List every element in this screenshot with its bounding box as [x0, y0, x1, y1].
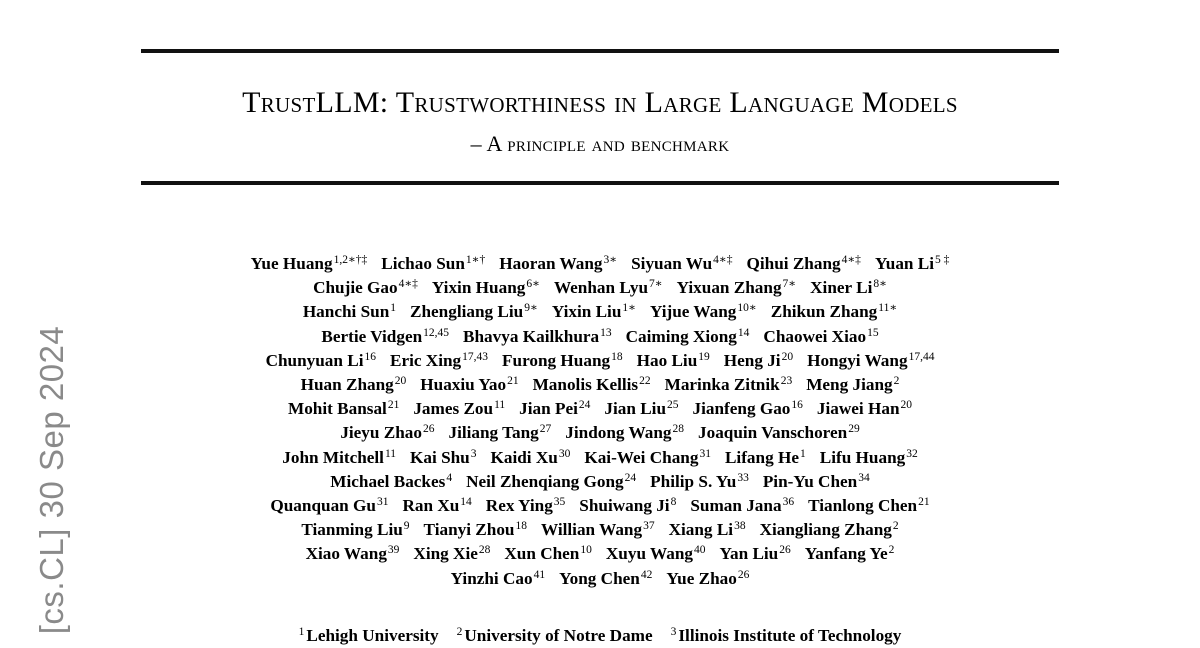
author	[282, 448, 396, 467]
author	[306, 544, 400, 563]
author-name: Chaowei Xiao	[763, 326, 867, 346]
author-name: Yan Liu	[719, 544, 779, 564]
author-affiliation-marks: 40	[693, 544, 706, 557]
author	[604, 399, 678, 418]
author	[698, 423, 860, 442]
author-name: John Mitchell	[282, 447, 384, 467]
author-affiliation-marks: 1∗	[622, 302, 636, 315]
author-name: Yong Chen	[559, 568, 640, 588]
affiliation-number: 1	[298, 626, 305, 638]
author	[724, 351, 793, 370]
author-affiliation-marks: 10	[580, 544, 592, 557]
author-name: Suman Jana	[690, 496, 782, 516]
author	[313, 278, 418, 297]
author-name: Willian Wang	[540, 520, 643, 540]
author	[808, 496, 930, 515]
author	[420, 375, 518, 394]
author-affiliation-marks: 4	[446, 471, 453, 484]
author-name: Lifang He	[724, 447, 799, 467]
author-affiliation-marks: 14	[737, 326, 750, 339]
author	[432, 278, 540, 297]
author-affiliation-marks: 26	[779, 544, 791, 557]
author	[559, 569, 652, 588]
author-name: Jianfeng Gao	[692, 399, 791, 419]
author-affiliation-marks: 21	[387, 399, 400, 412]
bottom-rule	[141, 181, 1059, 185]
author-name: Yuan Li	[874, 254, 935, 273]
author-name: Chujie Gao	[313, 278, 398, 298]
author-name: Jian Liu	[604, 399, 667, 419]
author-affiliation-marks: 32	[906, 447, 918, 460]
author-line	[141, 325, 1059, 349]
author-name: Bertie Vidgen	[321, 326, 423, 346]
author	[817, 399, 912, 418]
author	[541, 520, 655, 539]
author	[807, 351, 934, 370]
author-name: Philip S. Yu	[650, 471, 737, 491]
author-name: Yijue Wang	[649, 302, 737, 322]
author	[763, 327, 878, 346]
author	[626, 327, 750, 346]
author-name: Tianyi Zhou	[423, 520, 515, 540]
author-affiliation-marks: 20	[394, 375, 407, 388]
author-affiliation-marks: 1∗†	[465, 254, 486, 266]
author	[502, 351, 623, 370]
author-name: Zhikun Zhang	[770, 302, 878, 322]
author	[725, 448, 806, 467]
author-name: Jian Pei	[519, 399, 578, 419]
author	[650, 302, 757, 321]
author-affiliation-marks: 12,45	[423, 326, 450, 339]
author-line	[141, 349, 1059, 373]
author	[631, 254, 732, 273]
author-name: Wenhan Lyu	[553, 278, 649, 298]
author	[533, 375, 651, 394]
author-name: Jindong Wang	[565, 423, 672, 443]
author	[504, 544, 592, 563]
author-affiliation-marks: 8	[670, 496, 677, 509]
author-affiliation-marks: 37	[643, 520, 655, 533]
author	[665, 375, 793, 394]
author-name: Xing Xie	[413, 544, 478, 564]
top-rule	[141, 49, 1059, 53]
author-affiliation-marks: 21	[507, 375, 519, 388]
author-line	[141, 446, 1059, 470]
author-affiliation-marks: 26	[737, 568, 750, 581]
author-name: Siyuan Wu	[631, 254, 713, 273]
author-name: Xiangliang Zhang	[759, 520, 892, 540]
author-affiliation-marks: 19	[698, 350, 710, 363]
author	[552, 302, 636, 321]
author	[410, 302, 538, 321]
author-name: Ran Xu	[402, 496, 460, 516]
author-name: Xuyu Wang	[605, 544, 693, 564]
author-affiliation-marks: 16	[791, 399, 803, 412]
author-name: Eric Xing	[390, 350, 462, 370]
author-name: Hongyi Wang	[807, 350, 908, 370]
author	[301, 520, 409, 539]
author	[666, 569, 749, 588]
author-affiliation-marks: 18	[515, 520, 527, 533]
author-name: Shuiwang Ji	[579, 496, 670, 516]
author	[381, 254, 485, 273]
author-name: Zhengliang Liu	[410, 302, 524, 322]
author	[565, 423, 684, 442]
affiliation-name: Lehigh University	[306, 626, 439, 645]
author	[747, 254, 861, 273]
author-name: Xun Chen	[504, 544, 580, 564]
author	[413, 544, 490, 563]
author-line	[141, 518, 1059, 542]
author	[321, 327, 449, 346]
author-name: James Zou	[413, 399, 494, 419]
author-affiliation-marks: 9	[403, 520, 410, 533]
author	[650, 472, 749, 491]
author	[330, 472, 452, 491]
author	[424, 520, 527, 539]
author-affiliation-marks: 36	[782, 496, 795, 509]
author	[579, 496, 676, 515]
author-affiliation-marks: 5 ‡	[935, 254, 950, 266]
author	[806, 375, 899, 394]
paper-subtitle: – A principle and benchmark	[470, 131, 730, 156]
arxiv-stamp-text: [cs.CL] 30 Sep 2024	[33, 325, 70, 635]
author-affiliation-marks: 4∗‡	[713, 254, 733, 266]
author	[491, 448, 571, 467]
author-name: Jiliang Tang	[448, 423, 539, 443]
author-name: Lifu Huang	[819, 447, 906, 467]
author-affiliation-marks: 11	[494, 399, 506, 412]
author-line	[141, 276, 1059, 300]
author	[266, 351, 376, 370]
author-name: Kai Shu	[410, 447, 470, 467]
author-affiliation-marks: 3∗	[603, 254, 618, 266]
author	[690, 496, 794, 515]
author-affiliation-marks: 17,44	[908, 350, 935, 363]
author-line	[141, 373, 1059, 397]
author-name: Bhavya Kailkhura	[463, 326, 600, 346]
affiliation	[457, 626, 653, 645]
author	[301, 375, 407, 394]
author-affiliation-marks: 31	[699, 447, 711, 460]
author-name: Hanchi Sun	[302, 302, 390, 322]
author-name: Mohit Bansal	[287, 399, 387, 419]
author	[519, 399, 590, 418]
author-name: Rex Ying	[485, 496, 553, 516]
author-name: Yanfang Ye	[804, 544, 888, 564]
author	[499, 254, 617, 273]
author-affiliation-marks: 33	[737, 471, 749, 484]
author-affiliation-marks: 6∗	[526, 278, 540, 291]
author-affiliation-marks: 8∗	[873, 278, 887, 291]
author-affiliation-marks: 1,2∗†‡	[333, 254, 368, 266]
author	[303, 302, 396, 321]
author-affiliation-marks: 26	[422, 423, 435, 436]
author-line	[141, 567, 1059, 591]
author-affiliation-marks: 25	[667, 399, 679, 412]
author-name: Heng Ji	[723, 350, 781, 370]
author	[820, 448, 918, 467]
author-affiliation-marks: 18	[611, 350, 623, 363]
author	[288, 399, 399, 418]
author-affiliation-marks: 13	[600, 326, 612, 339]
author-name: Xiao Wang	[305, 544, 387, 564]
author	[451, 569, 545, 588]
author-affiliation-marks: 17,43	[462, 350, 489, 363]
author-name: Qihui Zhang	[746, 254, 841, 273]
author-affiliation-marks: 23	[780, 375, 793, 388]
author-name: Tianming Liu	[301, 520, 403, 540]
affiliation-name: University of Notre Dame	[464, 626, 653, 645]
author	[606, 544, 706, 563]
author-name: Xiang Li	[668, 520, 734, 540]
author-affiliation-marks: 2	[888, 544, 895, 557]
author-affiliation-marks: 3	[470, 447, 477, 460]
author-name: Hao Liu	[636, 350, 698, 370]
affiliation	[299, 626, 439, 645]
author-affiliation-marks: 21	[918, 496, 930, 509]
author-name: Yue Huang	[250, 254, 333, 273]
author-name: Yue Zhao	[666, 568, 737, 588]
author-affiliation-marks: 24	[624, 471, 637, 484]
author	[251, 254, 368, 273]
author-line	[141, 421, 1059, 445]
author	[719, 544, 790, 563]
affiliation	[671, 626, 902, 645]
author-affiliation-marks: 10∗	[737, 302, 757, 315]
author-affiliation-marks: 28	[672, 423, 684, 436]
author-list	[141, 252, 1059, 591]
author-name: Huaxiu Yao	[420, 375, 507, 395]
author-name: Neil Zhenqiang Gong	[466, 471, 624, 491]
author-affiliation-marks: 9∗	[524, 302, 538, 315]
author-name: Jiawei Han	[816, 399, 900, 419]
author-affiliation-marks: 38	[734, 520, 746, 533]
author-affiliation-marks: 39	[387, 544, 400, 557]
author-name: Pin-Yu Chen	[762, 471, 858, 491]
author-affiliation-marks: 14	[460, 496, 472, 509]
author	[810, 278, 887, 297]
author-name: Jieyu Zhao	[340, 423, 422, 443]
author-name: Michael Backes	[330, 471, 446, 491]
author-name: Lichao Sun	[381, 254, 465, 273]
author-name: Furong Huang	[502, 350, 611, 370]
author-line	[141, 252, 1059, 276]
author	[637, 351, 710, 370]
author	[554, 278, 663, 297]
author-affiliation-marks: 4∗‡	[398, 278, 418, 291]
author	[390, 351, 488, 370]
author-name: Yixuan Zhang	[676, 278, 782, 298]
author-affiliation-marks: 7∗	[782, 278, 797, 291]
author	[805, 544, 895, 563]
author-name: Chunyuan Li	[265, 350, 364, 370]
author-name: Yinzhi Cao	[450, 568, 533, 588]
author-affiliation-marks: 35	[553, 496, 566, 509]
author	[410, 448, 476, 467]
author-affiliation-marks: 31	[376, 496, 389, 509]
author-name: Xiner Li	[810, 278, 873, 298]
affiliation-name: Illinois Institute of Technology	[678, 626, 902, 645]
author-affiliation-marks: 24	[578, 399, 591, 412]
author	[677, 278, 797, 297]
author-name: Meng Jiang	[806, 375, 893, 395]
author-affiliation-marks: 4∗‡	[841, 254, 861, 266]
author-affiliation-marks: 41	[533, 568, 546, 581]
author-affiliation-marks: 15	[867, 326, 879, 339]
author	[486, 496, 566, 515]
author-affiliation-marks: 11	[384, 447, 397, 460]
author-line	[141, 300, 1059, 324]
author	[270, 496, 388, 515]
author-affiliation-marks: 27	[539, 423, 552, 436]
author-affiliation-marks: 7∗	[649, 278, 663, 291]
author	[340, 423, 434, 442]
author	[584, 448, 711, 467]
author-name: Kai-Wei Chang	[584, 447, 699, 467]
author	[402, 496, 471, 515]
author	[463, 327, 612, 346]
author-name: Yixin Liu	[551, 302, 622, 322]
author	[763, 472, 870, 491]
author-affiliation-marks: 1	[390, 302, 397, 315]
author-affiliation-marks: 20	[781, 350, 794, 363]
affiliation-number: 2	[456, 626, 463, 638]
author-name: Quanquan Gu	[270, 496, 376, 516]
author-affiliation-marks: 42	[640, 568, 653, 581]
author-affiliation-marks: 16	[364, 350, 376, 363]
author	[693, 399, 803, 418]
author	[448, 423, 551, 442]
affiliation-number: 3	[670, 626, 677, 638]
author-affiliation-marks: 29	[848, 423, 860, 436]
author	[760, 520, 899, 539]
author-affiliation-marks: 1	[799, 447, 806, 460]
author-affiliation-marks: 2	[892, 520, 899, 533]
author-name: Tianlong Chen	[808, 496, 918, 516]
author-line	[141, 542, 1059, 566]
author-name: Caiming Xiong	[625, 326, 737, 346]
author-affiliation-marks: 2	[893, 375, 900, 388]
author-affiliation-marks: 22	[639, 375, 651, 388]
author-name: Huan Zhang	[300, 375, 394, 395]
author-name: Yixin Huang	[431, 278, 526, 298]
author-affiliation-marks: 30	[558, 447, 571, 460]
paper-title: TrustLLM: Trustworthiness in Large Language Models	[242, 86, 958, 119]
author-line	[141, 470, 1059, 494]
author	[413, 399, 505, 418]
author-line	[141, 494, 1059, 518]
author-affiliation-marks: 34	[858, 471, 870, 484]
author-line	[141, 397, 1059, 421]
author-affiliation-marks: 28	[478, 544, 491, 557]
author	[875, 254, 949, 273]
author	[466, 472, 636, 491]
author-name: Haoran Wang	[499, 254, 603, 273]
affiliation-list	[141, 624, 1059, 648]
author-name: Manolis Kellis	[532, 375, 639, 395]
author-affiliation-marks: 11∗	[878, 302, 898, 315]
author-affiliation-marks: 20	[900, 399, 913, 412]
author-name: Marinka Zitnik	[664, 375, 780, 395]
author	[771, 302, 897, 321]
author-name: Joaquin Vanschoren	[698, 423, 848, 443]
author	[669, 520, 746, 539]
author-name: Kaidi Xu	[490, 447, 558, 467]
